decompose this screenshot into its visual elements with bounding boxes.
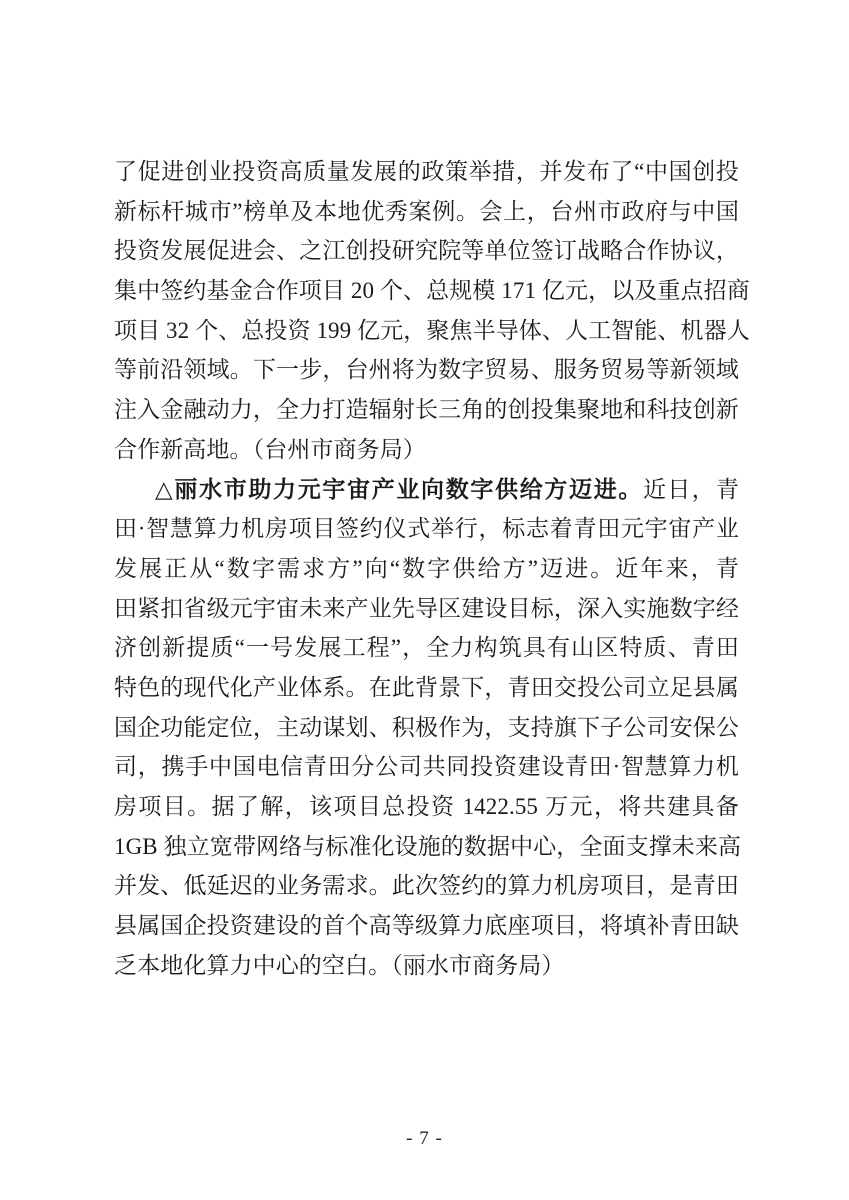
- text-line: 合作新高地。（台州市商务局）: [114, 436, 426, 462]
- text-line: 房项目。据了解，该项目总投资 1422.55 万元，将共建具备: [114, 794, 739, 819]
- text-line: 县属国企投资建设的首个高等级算力底座项目，将填补青田缺: [114, 913, 739, 939]
- text-line: 新标杆城市”榜单及本地优秀案例。会上，台州市政府与中国: [114, 198, 739, 224]
- paragraph-lishui: [114, 470, 742, 986]
- headline-rest-text: 近日，青: [643, 476, 739, 502]
- paragraph-taizhou: [114, 152, 750, 470]
- text-line: 特色的现代化产业体系。在此背景下，青田交投公司立足县属: [114, 674, 739, 700]
- text-line: [114, 470, 739, 510]
- text-line: 等前沿领域。下一步，台州将为数字贸易、服务贸易等新领域: [114, 357, 739, 383]
- text-line: 了促进创业投资高质量发展的政策举措，并发布了“中国创投: [114, 159, 739, 184]
- text-line: 集中签约基金合作项目 20 个、总规模 171 亿元，以及重点招商: [114, 278, 750, 304]
- text-line: 田紧扣省级元宇宙未来产业先导区建设目标，深入实施数字经: [114, 595, 739, 621]
- text-line: 司，携手中国电信青田分公司共同投资建设青田·智慧算力机: [114, 754, 739, 780]
- text-line: 并发、低延迟的业务需求。此次签约的算力机房项目，是青田: [114, 873, 739, 899]
- text-line: 项目 32 个、总投资 199 亿元，聚焦半导体、人工智能、机器人: [114, 317, 750, 343]
- text-line: 田·智慧算力机房项目签约仪式举行，标志着青田元宇宙产业: [114, 516, 739, 542]
- text-line: 国企功能定位，主动谋划、积极作为，支持旗下子公司安保公: [114, 714, 739, 740]
- text-line: 济创新提质“一号发展工程”，全力构筑具有山区特质、青田: [114, 635, 739, 661]
- text-line: 注入金融动力，全力打造辐射长三角的创投集聚地和科技创新: [114, 397, 739, 423]
- text-line: 乏本地化算力中心的空白。（丽水市商务局）: [114, 952, 565, 978]
- page-number: - 7 -: [406, 1128, 443, 1149]
- text-line: 发展正从“数字需求方”向“数字供给方”迈进。近年来，青: [114, 555, 739, 581]
- article-text-block: [114, 152, 750, 985]
- text-line: 1GB 独立宽带网络与标准化设施的数据中心，全面支撑未来高: [114, 833, 742, 859]
- text-line: 投资发展促进会、之江创投研究院等单位签订战略合作协议，: [114, 238, 739, 264]
- article-headline: △丽水市助力元宇宙产业向数字供给方迈进。: [155, 476, 644, 502]
